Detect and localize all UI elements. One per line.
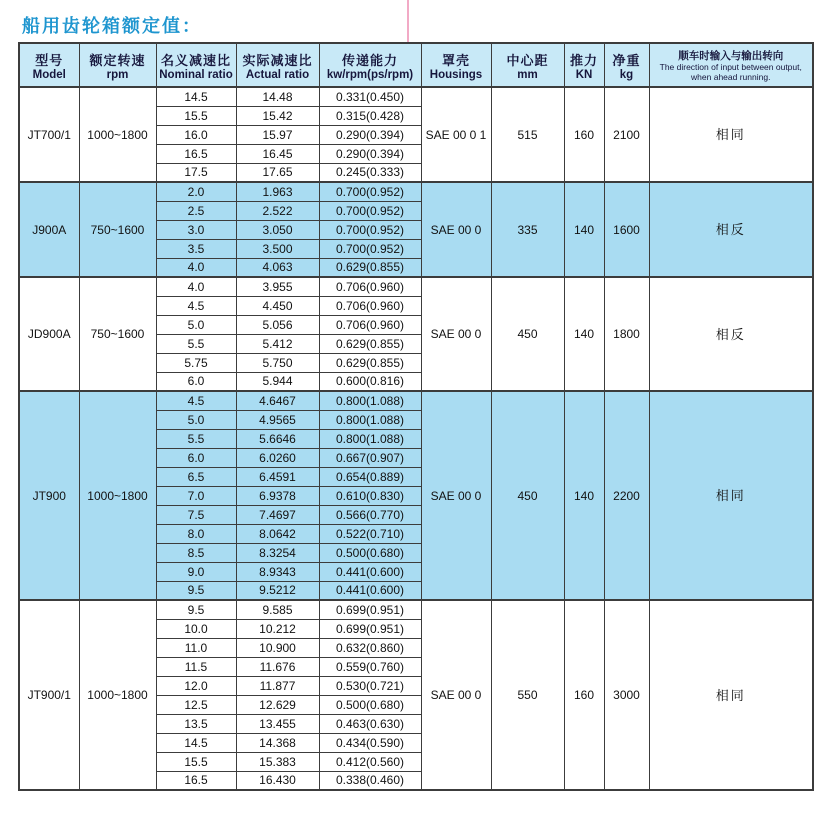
col-header-nominal-ratio [156,43,236,87]
nominal-ratio-cell: 15.5 [156,106,236,125]
capacity-cell: 0.706(0.960) [319,315,421,334]
actual-ratio-cell: 11.877 [236,676,319,695]
page-title: 船用齿轮箱额定值： [22,16,202,37]
capacity-cell: 0.699(0.951) [319,600,421,619]
nominal-ratio-cell: 3.0 [156,220,236,239]
actual-ratio-cell: 11.676 [236,657,319,676]
table-row [19,87,813,106]
model-cell: JT900/1 [19,600,79,790]
col-header-weight [604,43,649,87]
nominal-ratio-cell: 6.0 [156,448,236,467]
nominal-ratio-cell: 3.5 [156,239,236,258]
weight-cell: 1600 [604,182,649,277]
nominal-ratio-cell: 9.0 [156,562,236,581]
capacity-cell: 0.331(0.450) [319,87,421,106]
table-row [19,391,813,410]
actual-ratio-cell: 4.9565 [236,410,319,429]
actual-ratio-cell: 16.45 [236,144,319,163]
col-header-direction [649,43,813,87]
col-header-center-distance-zh: 中心距 [506,52,549,68]
nominal-ratio-cell: 6.0 [156,372,236,391]
capacity-cell: 0.706(0.960) [319,277,421,296]
nominal-ratio-cell: 17.5 [156,163,236,182]
actual-ratio-cell: 4.6467 [236,391,319,410]
capacity-cell: 0.245(0.333) [319,163,421,182]
capacity-cell: 0.800(1.088) [319,391,421,410]
actual-ratio-cell: 8.9343 [236,562,319,581]
housing-cell: SAE 00 0 [421,182,491,277]
actual-ratio-cell: 8.3254 [236,543,319,562]
center-distance-cell: 450 [491,277,564,391]
model-cell: JD900A [19,277,79,391]
actual-ratio-cell: 10.212 [236,619,319,638]
nominal-ratio-cell: 9.5 [156,600,236,619]
capacity-cell: 0.290(0.394) [319,144,421,163]
col-header-housings [421,43,491,87]
capacity-cell: 0.500(0.680) [319,695,421,714]
nominal-ratio-cell: 2.0 [156,182,236,201]
actual-ratio-cell: 15.383 [236,752,319,771]
nominal-ratio-cell: 5.75 [156,353,236,372]
nominal-ratio-cell: 9.5 [156,581,236,600]
actual-ratio-cell: 14.48 [236,87,319,106]
nominal-ratio-cell: 8.5 [156,543,236,562]
capacity-cell: 0.315(0.428) [319,106,421,125]
capacity-cell: 0.667(0.907) [319,448,421,467]
nominal-ratio-cell: 4.0 [156,277,236,296]
housing-cell: SAE 00 0 1 [421,87,491,182]
actual-ratio-cell: 6.9378 [236,486,319,505]
gearbox-rating-table [18,42,814,791]
nominal-ratio-cell: 16.0 [156,125,236,144]
col-header-direction-zh: 顺车时输入与输出转向 [678,49,784,62]
actual-ratio-cell: 3.955 [236,277,319,296]
capacity-cell: 0.434(0.590) [319,733,421,752]
capacity-cell: 0.530(0.721) [319,676,421,695]
actual-ratio-cell: 3.050 [236,220,319,239]
housing-cell: SAE 00 0 [421,277,491,391]
housing-cell: SAE 00 0 [421,600,491,790]
actual-ratio-cell: 15.97 [236,125,319,144]
rpm-cell: 750~1600 [79,277,156,391]
header-row [19,43,813,87]
weight-cell: 2100 [604,87,649,182]
weight-cell: 2200 [604,391,649,600]
actual-ratio-cell: 5.412 [236,334,319,353]
capacity-cell: 0.706(0.960) [319,296,421,315]
direction-cell: 相同 [649,87,813,182]
nominal-ratio-cell: 12.0 [156,676,236,695]
thrust-cell: 140 [564,277,604,391]
table-header [19,43,813,87]
actual-ratio-cell: 5.056 [236,315,319,334]
actual-ratio-cell: 3.500 [236,239,319,258]
col-header-actual-ratio-en: Actual ratio [245,68,310,81]
capacity-cell: 0.700(0.952) [319,239,421,258]
capacity-cell: 0.700(0.952) [319,201,421,220]
nominal-ratio-cell: 5.0 [156,315,236,334]
rpm-cell: 1000~1800 [79,391,156,600]
actual-ratio-cell: 8.0642 [236,524,319,543]
table-row [19,600,813,619]
nominal-ratio-cell: 4.5 [156,391,236,410]
actual-ratio-cell: 6.4591 [236,467,319,486]
nominal-ratio-cell: 2.5 [156,201,236,220]
table-row [19,182,813,201]
col-header-thrust [564,43,604,87]
direction-cell: 相同 [649,600,813,790]
col-header-center-distance-en: mm [517,68,538,81]
actual-ratio-cell: 15.42 [236,106,319,125]
rpm-cell: 1000~1800 [79,87,156,182]
model-cell: J900A [19,182,79,277]
col-header-rpm [79,43,156,87]
actual-ratio-cell: 4.063 [236,258,319,277]
col-header-rpm-en: rpm [106,68,129,81]
actual-ratio-cell: 9.5212 [236,581,319,600]
capacity-cell: 0.412(0.560) [319,752,421,771]
nominal-ratio-cell: 11.0 [156,638,236,657]
nominal-ratio-cell: 14.5 [156,87,236,106]
col-header-model-zh: 型号 [35,52,64,68]
actual-ratio-cell: 9.585 [236,600,319,619]
nominal-ratio-cell: 11.5 [156,657,236,676]
direction-cell: 相反 [649,182,813,277]
col-header-housings-zh: 罩壳 [441,52,470,68]
nominal-ratio-cell: 4.0 [156,258,236,277]
housing-cell: SAE 00 0 [421,391,491,600]
actual-ratio-cell: 1.963 [236,182,319,201]
actual-ratio-cell: 4.450 [236,296,319,315]
capacity-cell: 0.654(0.889) [319,467,421,486]
nominal-ratio-cell: 10.0 [156,619,236,638]
capacity-cell: 0.441(0.600) [319,562,421,581]
capacity-cell: 0.463(0.630) [319,714,421,733]
weight-cell: 3000 [604,600,649,790]
col-header-direction-en: The direction of input between output, when ahead running. [659,61,802,82]
col-header-actual-ratio-zh: 实际减速比 [242,52,313,68]
nominal-ratio-cell: 16.5 [156,144,236,163]
model-cell: JT900 [19,391,79,600]
capacity-cell: 0.559(0.760) [319,657,421,676]
capacity-cell: 0.800(1.088) [319,429,421,448]
capacity-cell: 0.522(0.710) [319,524,421,543]
col-header-capacity [319,43,421,87]
capacity-cell: 0.699(0.951) [319,619,421,638]
nominal-ratio-cell: 16.5 [156,771,236,790]
direction-cell: 相反 [649,277,813,391]
col-header-center-distance [491,43,564,87]
nominal-ratio-cell: 5.0 [156,410,236,429]
rpm-cell: 750~1600 [79,182,156,277]
model-cell: JT700/1 [19,87,79,182]
col-header-weight-en: kg [619,68,634,81]
capacity-cell: 0.610(0.830) [319,486,421,505]
actual-ratio-cell: 2.522 [236,201,319,220]
col-header-actual-ratio [236,43,319,87]
rpm-cell: 1000~1800 [79,600,156,790]
capacity-cell: 0.629(0.855) [319,353,421,372]
center-distance-cell: 335 [491,182,564,277]
nominal-ratio-cell: 13.5 [156,714,236,733]
capacity-cell: 0.566(0.770) [319,505,421,524]
center-distance-cell: 515 [491,87,564,182]
capacity-cell: 0.500(0.680) [319,543,421,562]
thrust-cell: 160 [564,600,604,790]
center-distance-cell: 550 [491,600,564,790]
capacity-cell: 0.800(1.088) [319,410,421,429]
capacity-cell: 0.441(0.600) [319,581,421,600]
nominal-ratio-cell: 14.5 [156,733,236,752]
col-header-housings-en: Housings [429,68,483,81]
col-header-rpm-zh: 额定转速 [89,52,146,68]
actual-ratio-cell: 5.750 [236,353,319,372]
table-row [19,277,813,296]
capacity-cell: 0.600(0.816) [319,372,421,391]
nominal-ratio-cell: 4.5 [156,296,236,315]
capacity-cell: 0.338(0.460) [319,771,421,790]
actual-ratio-cell: 14.368 [236,733,319,752]
thrust-cell: 160 [564,87,604,182]
actual-ratio-cell: 12.629 [236,695,319,714]
col-header-nominal-ratio-zh: 名义减速比 [160,52,231,68]
actual-ratio-cell: 17.65 [236,163,319,182]
actual-ratio-cell: 5.6646 [236,429,319,448]
actual-ratio-cell: 10.900 [236,638,319,657]
nominal-ratio-cell: 12.5 [156,695,236,714]
weight-cell: 1800 [604,277,649,391]
thrust-cell: 140 [564,391,604,600]
table-body [19,87,813,790]
col-header-model [19,43,79,87]
actual-ratio-cell: 6.0260 [236,448,319,467]
thrust-cell: 140 [564,182,604,277]
capacity-cell: 0.629(0.855) [319,258,421,277]
nominal-ratio-cell: 8.0 [156,524,236,543]
nominal-ratio-cell: 6.5 [156,467,236,486]
capacity-cell: 0.700(0.952) [319,182,421,201]
col-header-capacity-en: kw/rpm(ps/rpm) [326,68,414,81]
col-header-thrust-zh: 推力 [569,52,598,68]
direction-cell: 相同 [649,391,813,600]
actual-ratio-cell: 5.944 [236,372,319,391]
capacity-cell: 0.629(0.855) [319,334,421,353]
actual-ratio-cell: 16.430 [236,771,319,790]
nominal-ratio-cell: 7.5 [156,505,236,524]
col-header-weight-zh: 净重 [612,52,641,68]
nominal-ratio-cell: 15.5 [156,752,236,771]
actual-ratio-cell: 13.455 [236,714,319,733]
actual-ratio-cell: 7.4697 [236,505,319,524]
nominal-ratio-cell: 5.5 [156,429,236,448]
capacity-cell: 0.290(0.394) [319,125,421,144]
center-distance-cell: 450 [491,391,564,600]
col-header-nominal-ratio-en: Nominal ratio [159,68,233,81]
nominal-ratio-cell: 7.0 [156,486,236,505]
nominal-ratio-cell: 5.5 [156,334,236,353]
col-header-model-en: Model [32,68,66,81]
col-header-thrust-en: KN [575,68,593,81]
capacity-cell: 0.632(0.860) [319,638,421,657]
col-header-capacity-zh: 传递能力 [341,52,398,68]
capacity-cell: 0.700(0.952) [319,220,421,239]
